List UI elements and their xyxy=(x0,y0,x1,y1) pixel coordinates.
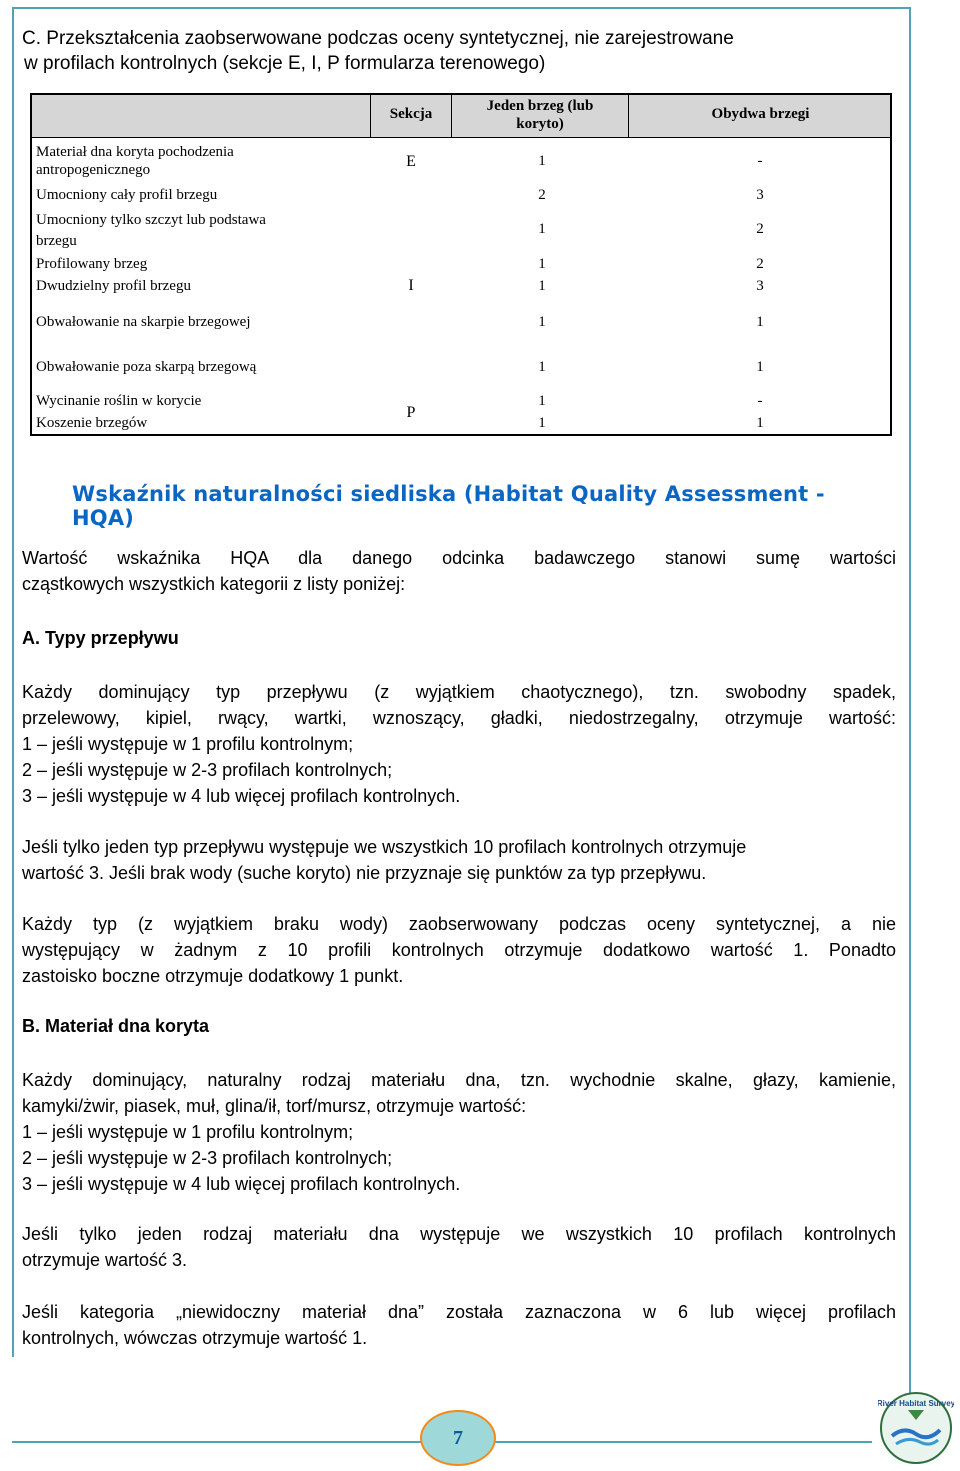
table-border-top xyxy=(30,93,892,95)
row-5-jeden: 1 xyxy=(538,314,546,330)
row-7-obydwa: - xyxy=(757,393,763,409)
row-label-2 xyxy=(36,210,366,252)
section-a-paragraph-3 xyxy=(22,911,896,989)
b-p1-line3: 1 – jeśli występuje w 1 profilu kontrolnym; xyxy=(22,1122,354,1142)
row-2-jeden: 1 xyxy=(538,221,546,237)
row-label-1: Umocniony cały profil brzegu xyxy=(36,187,218,203)
hqa-heading: Wskaźnik naturalności siedliska (Habitat Quality Assessment - HQA) xyxy=(72,482,825,530)
a-p3-line1: Każdy typ (z wyjątkiem braku wody) zaobserwowany podczas oceny syntetycznej, a nie xyxy=(22,914,896,934)
section-b-heading: B. Materiał dna koryta xyxy=(22,1016,210,1036)
row-1-jeden: 2 xyxy=(538,187,546,203)
header-jeden-line1: Jeden brzeg (lub xyxy=(486,98,594,114)
row-label-3: Profilowany brzeg xyxy=(36,256,148,272)
header-blank-cell xyxy=(30,93,370,137)
a-p1-line5: 3 – jeśli występuje w 4 lub więcej profilach kontrolnych. xyxy=(22,786,461,806)
row-6-jeden: 1 xyxy=(538,359,546,375)
section-a-paragraph-1 xyxy=(22,679,896,809)
table-header-separator xyxy=(30,137,892,138)
river-habitat-survey-logo xyxy=(878,1390,954,1466)
row-0-obydwa: - xyxy=(757,153,763,169)
a-p3-line2: występujący w żadnym z 10 profili kontrolnych otrzymuje dodatkowo wartość 1. Ponadto xyxy=(22,940,896,960)
page-number-badge xyxy=(420,1410,496,1466)
page-frame-right xyxy=(909,7,911,1407)
row-label-0 xyxy=(36,143,366,179)
row-3-jeden: 1 xyxy=(538,256,546,272)
intro-line1: Wartość wskaźnika HQA dla danego odcinka badawczego stanowi sumę wartości xyxy=(22,548,896,568)
modifications-table xyxy=(30,93,892,436)
a-p2-line1: Jeśli tylko jeden typ przepływu występuje we wszystkich 10 profilach kontrolnych otrzymuje xyxy=(22,837,747,857)
section-a-heading: A. Typy przepływu xyxy=(22,628,179,648)
section-b-paragraph-2 xyxy=(22,1221,896,1273)
row-0-jeden: 1 xyxy=(538,153,546,169)
b-p3-line1: Jeśli kategoria „niewidoczny materiał dna” została zaznaczona w 6 lub więcej profilach xyxy=(22,1302,896,1322)
a-p3-line3: zastoisko boczne otrzymuje dodatkowy 1 punkt. xyxy=(22,966,404,986)
section-c-title-line1: C. Przekształcenia zaobserwowane podczas oceny syntetycznej, nie zarejestrowane xyxy=(22,28,734,49)
a-p2-line2: wartość 3. Jeśli brak wody (suche koryto) nie przyznaje się punktów za typ przepływu. xyxy=(22,863,707,883)
row-4-obydwa: 3 xyxy=(756,278,764,294)
intro-line2: cząstkowych wszystkich kategorii z listy poniżej: xyxy=(22,574,406,594)
section-c-title-line2: w profilach kontrolnych (sekcje E, I, P formularza terenowego) xyxy=(24,53,546,74)
row-label-6: Obwałowanie poza skarpą brzegową xyxy=(36,359,257,375)
section-e: E xyxy=(406,153,416,170)
table-border-bottom xyxy=(30,434,892,436)
row-2-label-line2: brzegu xyxy=(36,233,77,249)
row-8-jeden: 1 xyxy=(538,415,546,431)
section-a-paragraph-2 xyxy=(22,834,896,886)
row-1-obydwa: 3 xyxy=(756,187,764,203)
table-border-right xyxy=(890,93,892,436)
header-obydwa: Obydwa brzegi xyxy=(711,106,810,122)
row-3-obydwa: 2 xyxy=(756,256,764,272)
section-p: P xyxy=(406,404,416,421)
b-p2-line1: Jeśli tylko jeden rodzaj materiału dna występuje we wszystkich 10 profilach kontrolnych xyxy=(22,1224,896,1244)
section-b-paragraph-1 xyxy=(22,1067,896,1197)
page-frame-top xyxy=(12,7,910,9)
b-p1-line5: 3 – jeśli występuje w 4 lub więcej profilach kontrolnych. xyxy=(22,1174,461,1194)
b-p1-line2: kamyki/żwir, piasek, muł, glina/ił, torf/mursz, otrzymuje wartość: xyxy=(22,1096,527,1116)
section-b-paragraph-3 xyxy=(22,1299,896,1351)
page-frame-left xyxy=(12,7,14,1357)
page-number: 7 xyxy=(453,1426,463,1449)
row-4-jeden: 1 xyxy=(538,278,546,294)
a-p1-line2: przelewowy, kipiel, rwący, wartki, wznoszący, gładki, niedostrzegalny, otrzymuje wartość: xyxy=(22,708,896,728)
b-p3-line2: kontrolnych, wówczas otrzymuje wartość 1. xyxy=(22,1328,368,1348)
row-5-obydwa: 1 xyxy=(756,314,764,330)
a-p1-line3: 1 – jeśli występuje w 1 profilu kontrolnym; xyxy=(22,734,354,754)
row-2-obydwa: 2 xyxy=(756,221,764,237)
b-p1-line4: 2 – jeśli występuje w 2-3 profilach kontrolnych; xyxy=(22,1148,393,1168)
row-label-5: Obwałowanie na skarpie brzegowej xyxy=(36,314,251,330)
row-6-obydwa: 1 xyxy=(756,359,764,375)
section-c-title xyxy=(22,26,892,76)
logo-text: River Habitat Survey xyxy=(878,1399,954,1408)
row-0-label-line1: Materiał dna koryta pochodzenia xyxy=(36,144,234,160)
b-p1-line1: Każdy dominujący, naturalny rodzaj materiału dna, tzn. wychodnie skalne, głazy, kamienie, xyxy=(22,1070,896,1090)
header-jeden xyxy=(452,97,628,133)
a-p1-line1: Każdy dominujący typ przepływu (z wyjątkiem chaotycznego), tzn. swobodny spadek, xyxy=(22,682,896,702)
row-2-label-line1: Umocniony tylko szczyt lub podstawa xyxy=(36,212,266,228)
a-p1-line4: 2 – jeśli występuje w 2-3 profilach kontrolnych; xyxy=(22,760,393,780)
row-7-jeden: 1 xyxy=(538,393,546,409)
table-border-left xyxy=(30,93,32,436)
row-label-4: Dwudzielny profil brzegu xyxy=(36,278,191,294)
row-8-obydwa: 1 xyxy=(756,415,764,431)
header-jeden-line2: koryto) xyxy=(516,116,564,132)
section-i: I xyxy=(408,277,414,294)
intro-paragraph xyxy=(22,545,896,597)
row-label-7: Wycinanie roślin w korycie xyxy=(36,393,202,409)
row-0-label-line2: antropogenicznego xyxy=(36,162,151,178)
b-p2-line2: otrzymuje wartość 3. xyxy=(22,1250,188,1270)
row-label-8: Koszenie brzegów xyxy=(36,415,148,431)
header-sekcja: Sekcja xyxy=(389,106,433,122)
